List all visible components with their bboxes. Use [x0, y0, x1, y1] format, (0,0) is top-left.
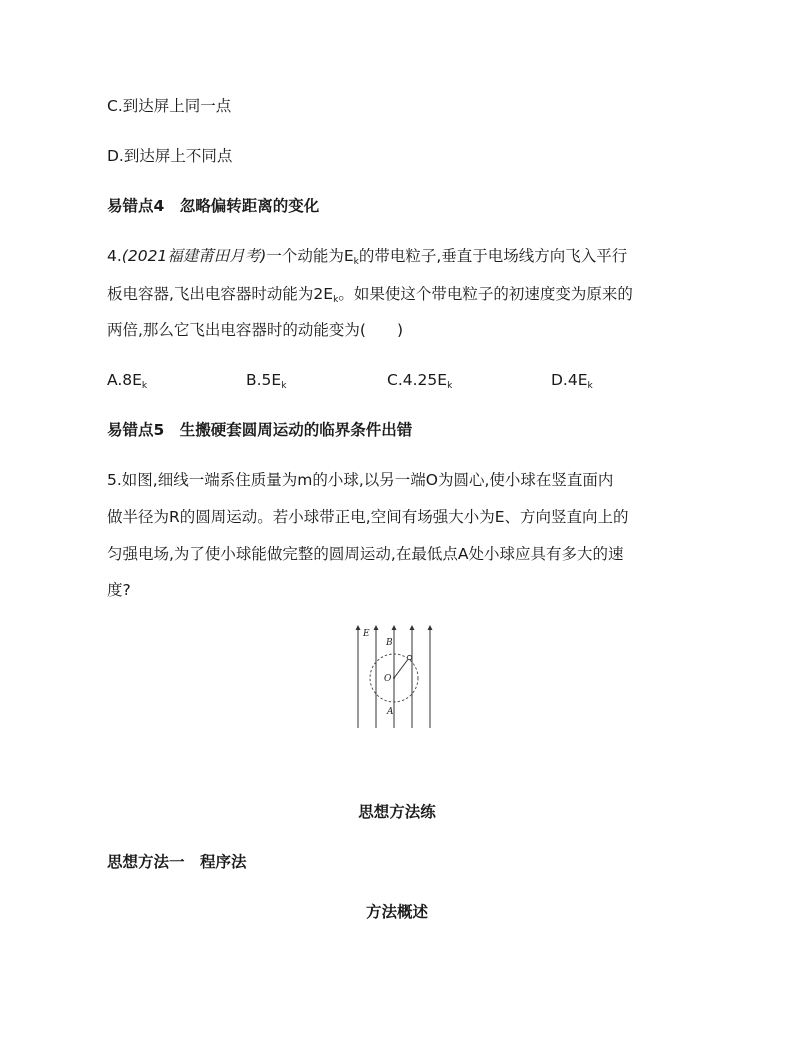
q4-sub2: k [333, 295, 339, 305]
label-e: E [363, 629, 370, 639]
option-c: C.到达屏上同一点 [107, 97, 232, 115]
field-arrow [392, 625, 397, 630]
q4-line1 [107, 246, 627, 272]
q4-source: (2021福建莆田月考) [121, 247, 267, 265]
field-lines [356, 625, 433, 728]
q4-text2a: 板电容器,飞出电容器时动能为2E [107, 285, 334, 303]
label-a: A [387, 707, 394, 717]
q5-line1: 5.如图,细线一端系住质量为m的小球,以另一端O为圆心,使小球在竖直面内 [107, 471, 614, 489]
center-point [393, 677, 395, 679]
q5-line2: 做半径为R的圆周运动。若小球带正电,空间有场强大小为E、方向竖直向上的 [107, 508, 629, 526]
section-title: 思想方法练 [358, 803, 436, 821]
ball [407, 655, 411, 659]
q4-option-b: $B.5E_k$ [246, 371, 287, 391]
field-arrow [410, 625, 415, 630]
label-o: O [384, 674, 392, 684]
string-line [394, 658, 409, 678]
q4-line3: 两倍,那么它飞出电容器时的动能变为( ) [107, 321, 404, 339]
option-d: D.到达屏上不同点 [107, 147, 233, 165]
q4-text1b: 的带电粒子,垂直于电场线方向飞入平行 [358, 247, 628, 265]
q5-line3: 匀强电场,为了使小球能做完整的圆周运动,在最低点A处小球应具有多大的速 [107, 545, 624, 563]
method-overview: 方法概述 [365, 903, 428, 921]
q4-line2 [107, 284, 633, 310]
q4-text2b: 。如果使这个带电粒子的初速度变为原来的 [338, 285, 633, 303]
q4-text1a: 一个动能为E [266, 247, 354, 265]
q4-option-a: $A.8E_k$ [107, 371, 148, 391]
method1-heading: 思想方法一 程序法 [107, 853, 247, 871]
electric-field-circle-figure [354, 624, 444, 730]
q4-option-c: $C.4.25E_k$ [387, 371, 453, 391]
q4-number: 4. [107, 247, 122, 265]
q4-sub1: k [353, 257, 359, 267]
q5-line4: 度? [107, 581, 131, 599]
q4-option-d: $D.4E_k$ [551, 371, 593, 391]
field-arrow [356, 625, 361, 630]
field-arrow [374, 625, 379, 630]
section5-heading: 易错点5 生搬硬套圆周运动的临界条件出错 [107, 421, 413, 439]
section4-heading: 易错点4 忽略偏转距离的变化 [107, 197, 320, 215]
label-b: B [386, 638, 393, 648]
field-arrow [428, 625, 433, 630]
